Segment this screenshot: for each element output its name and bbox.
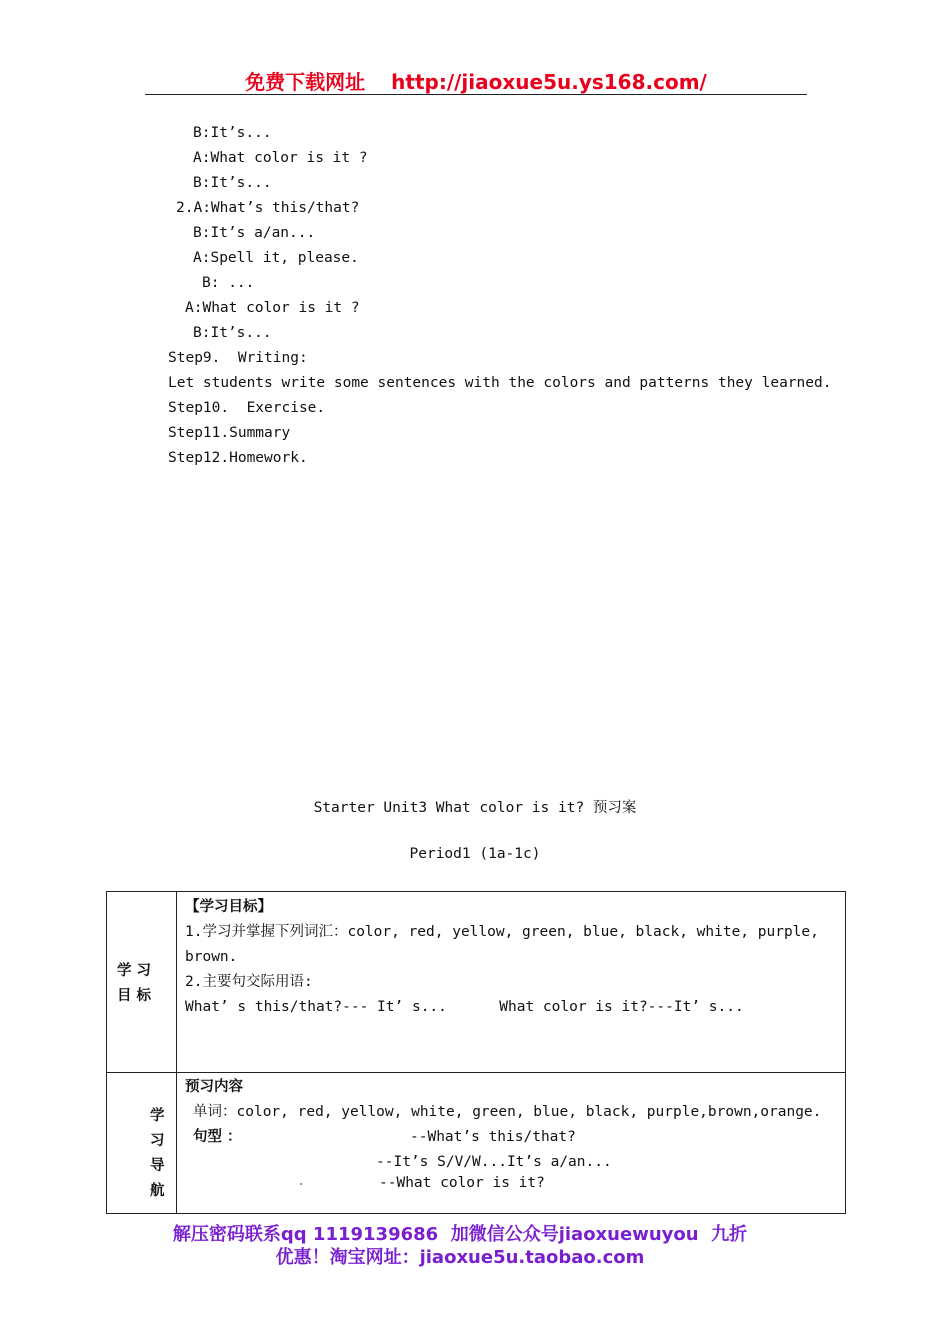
guide-pattern: --What color is it?: [379, 1175, 545, 1191]
step-line: Let students write some sentences with the colors and patterns they learned.: [168, 375, 832, 391]
header-divider: [145, 94, 807, 95]
section-title: Starter Unit3 What color is it? 预习案: [313, 800, 637, 816]
study-table: [106, 891, 846, 1214]
goals-item1-cont: brown.: [185, 949, 238, 965]
dialogue-line: 2.A:What’s this/that?: [176, 200, 360, 216]
guide-pattern: --It’s S/V/W...It’s a/an...: [376, 1154, 612, 1170]
step-line: Step10. Exercise.: [168, 400, 326, 416]
step-line: Step9. Writing:: [168, 350, 308, 366]
header-label: 免费下载网址: [245, 70, 366, 94]
step-line: Step12.Homework.: [168, 450, 308, 466]
dialogue-line: B:It’s a/an...: [193, 225, 316, 241]
guide-pattern-label: 句型 ：: [193, 1129, 242, 1145]
goals-content-cell: [177, 892, 846, 1073]
guide-label-cell: [107, 1073, 177, 1214]
table-row-goals: [107, 892, 846, 1073]
goals-item2: 2.主要句交际用语:: [185, 974, 313, 990]
dialogue-line: B:It’s...: [193, 325, 272, 341]
footer-line2[interactable]: 优惠！淘宝网址：jiaoxue5u.taobao.com: [275, 1247, 645, 1268]
guide-heading: 预习内容: [185, 1079, 243, 1095]
guide-label-char: 学: [150, 1108, 165, 1124]
goals-label-cell: [107, 892, 177, 1073]
goals-item1: 1.学习并掌握下列词汇：color, red, yellow, green, blue, black, white, purple,: [185, 924, 819, 940]
dialogue-line: A:Spell it, please.: [193, 250, 359, 266]
goals-label-line2: 目 标: [117, 988, 152, 1004]
dialogue-line: A:What color is it ?: [193, 150, 368, 166]
page-header: [145, 66, 807, 95]
stray-mark: [300, 1183, 302, 1185]
period-title: Period1 (1a-1c): [409, 846, 541, 862]
table-row-guide: [107, 1073, 846, 1214]
dialogue-line: B:It’s...: [193, 125, 272, 141]
step-line: Step11.Summary: [168, 425, 291, 441]
goals-heading: 【学习目标】: [185, 899, 272, 915]
guide-content-cell: [177, 1073, 846, 1214]
dialogue-line: B: ...: [202, 275, 255, 291]
guide-label-char: 航: [150, 1183, 165, 1199]
guide-pattern: --What’s this/that?: [410, 1129, 576, 1145]
footer-line1: 解压密码联系qq 1119139686 加微信公众号jiaoxuewuyou 九折: [172, 1224, 748, 1245]
dialogue-line: B:It’s...: [193, 175, 272, 191]
header-url[interactable]: http://jiaoxue5u.ys168.com/: [391, 70, 707, 94]
guide-words: 单词：color, red, yellow, white, green, blue, black, purple,brown,orange.: [193, 1104, 822, 1120]
dialogue-line: A:What color is it ?: [185, 300, 360, 316]
goals-sentences: What’ s this/that?--- It’ s... What color is it?---It’ s...: [185, 999, 744, 1015]
guide-label-char: 习: [150, 1133, 165, 1149]
guide-label-char: 导: [150, 1158, 165, 1174]
goals-label-line1: 学 习: [117, 963, 152, 979]
